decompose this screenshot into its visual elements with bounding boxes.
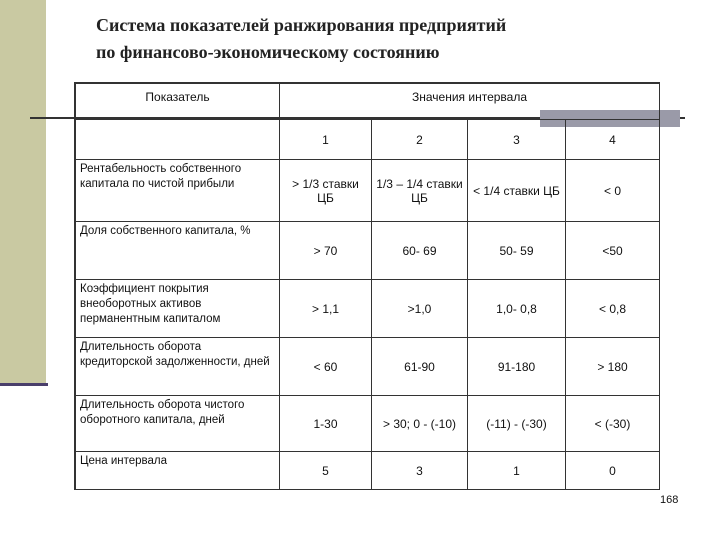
indicator-cell: Цена интервала [76, 452, 280, 490]
header-indicator: Показатель [76, 84, 280, 120]
value-cell: < 0,8 [566, 280, 660, 338]
interval-number: 1 [280, 120, 372, 160]
value-cell: > 1,1 [280, 280, 372, 338]
interval-number: 3 [468, 120, 566, 160]
table-row [76, 222, 660, 280]
value-cell: > 30; 0 - (-10) [372, 396, 468, 452]
title-line-2: по финансово-экономическому состоянию [96, 42, 440, 62]
slide-title [96, 12, 696, 66]
left-decorative-bar [0, 0, 46, 383]
value-cell: 3 [372, 452, 468, 490]
table-row [76, 396, 660, 452]
value-cell: 1 [468, 452, 566, 490]
header-values: Значения интервала [280, 84, 660, 120]
value-cell: > 180 [566, 338, 660, 396]
indicator-cell: Рентабельность собственного капитала по чистой прибыли [76, 160, 280, 222]
interval-number: 2 [372, 120, 468, 160]
value-cell: 1/3 – 1/4 ставки ЦБ [372, 160, 468, 222]
table-row [76, 338, 660, 396]
value-cell: >1,0 [372, 280, 468, 338]
table-row [76, 452, 660, 490]
value-cell: 0 [566, 452, 660, 490]
page-number: 168 [660, 494, 679, 506]
value-cell: 50- 59 [468, 222, 566, 280]
value-cell: < 0 [566, 160, 660, 222]
value-cell: > 1/3 ставки ЦБ [280, 160, 372, 222]
indicator-cell: Доля собственного капитала, % [76, 222, 280, 280]
indicator-cell: Длительность оборота чистого оборотного капитала, дней [76, 396, 280, 452]
value-cell: < 60 [280, 338, 372, 396]
value-cell: 61-90 [372, 338, 468, 396]
header-blank [76, 120, 280, 160]
value-cell: < 1/4 ставки ЦБ [468, 160, 566, 222]
value-cell: 5 [280, 452, 372, 490]
ranking-table [74, 82, 660, 490]
value-cell: 91-180 [468, 338, 566, 396]
value-cell: <50 [566, 222, 660, 280]
indicator-cell: Длительность оборота кредиторской задолженности, дней [76, 338, 280, 396]
value-cell: < (-30) [566, 396, 660, 452]
value-cell: 1,0- 0,8 [468, 280, 566, 338]
value-cell: 60- 69 [372, 222, 468, 280]
table-row [76, 160, 660, 222]
interval-number: 4 [566, 120, 660, 160]
title-line-1: Система показателей ранжирования предприятий [96, 15, 507, 35]
value-cell: 1-30 [280, 396, 372, 452]
value-cell: > 70 [280, 222, 372, 280]
indicator-cell: Коэффициент покрытия внеоборотных активов перманентным капиталом [76, 280, 280, 338]
left-bar-underline [0, 383, 48, 386]
table-row [76, 280, 660, 338]
value-cell: (-11) - (-30) [468, 396, 566, 452]
